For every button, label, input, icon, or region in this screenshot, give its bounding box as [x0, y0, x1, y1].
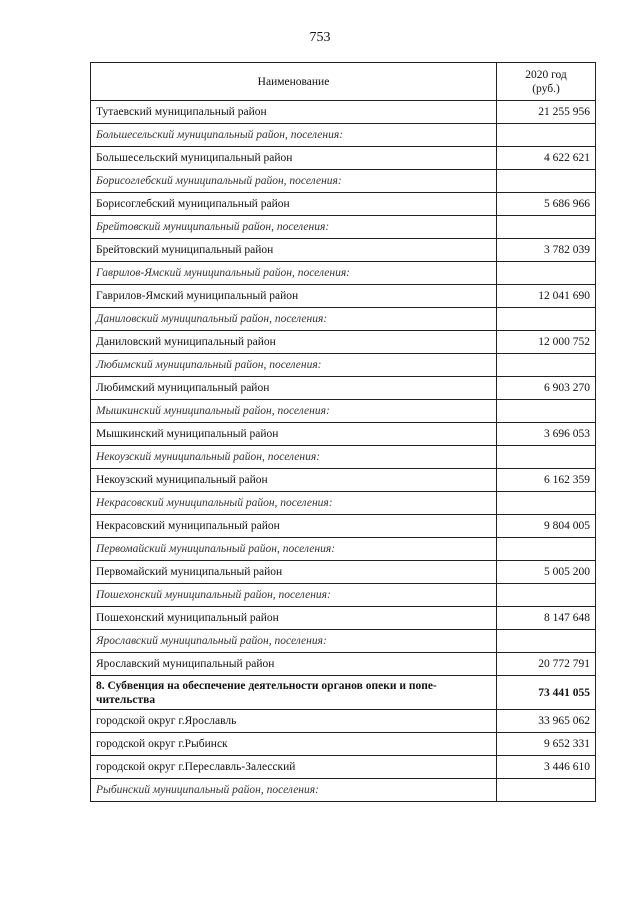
budget-table: [90, 62, 596, 802]
table-row: [91, 239, 596, 262]
row-value: 21 255 956: [497, 101, 596, 124]
row-name: городской округ г.Переславль-Залесский: [91, 756, 497, 779]
subheader-label: Рыбинский муниципальный район, поселения:: [91, 779, 497, 802]
table-row: [91, 331, 596, 354]
table-row: [91, 561, 596, 584]
row-value: [497, 170, 596, 193]
table-row: [91, 756, 596, 779]
subheader-row: [91, 170, 596, 193]
section-8-value: 73 441 055: [497, 676, 596, 710]
subheader-label: Гаврилов-Ямский муниципальный район, поселения:: [91, 262, 497, 285]
table-row: [91, 377, 596, 400]
subheader-row: [91, 446, 596, 469]
row-value: 20 772 791: [497, 653, 596, 676]
subheader-row: [91, 124, 596, 147]
row-name: Большесельский муниципальный район: [91, 147, 497, 170]
header-year-cell: [497, 63, 596, 101]
subheader-row: [91, 779, 596, 802]
page-number: 753: [309, 30, 331, 45]
table-row: [91, 607, 596, 630]
table-header-row: [91, 63, 596, 101]
row-value: [497, 262, 596, 285]
row-value: 6 162 359: [497, 469, 596, 492]
subheader-label: Пошехонский муниципальный район, поселения:: [91, 584, 497, 607]
row-value: 3 782 039: [497, 239, 596, 262]
subheader-row: [91, 492, 596, 515]
row-name: Некоузский муниципальный район: [91, 469, 497, 492]
row-value: 8 147 648: [497, 607, 596, 630]
row-value: [497, 492, 596, 515]
row-value: 4 622 621: [497, 147, 596, 170]
table-row: [91, 469, 596, 492]
row-value: [497, 584, 596, 607]
subheader-label: Некрасовский муниципальный район, поселения:: [91, 492, 497, 515]
subheader-label: Даниловский муниципальный район, поселения:: [91, 308, 497, 331]
row-name: городской округ г.Ярославль: [91, 710, 497, 733]
subheader-label: Борисоглебский муниципальный район, поселения:: [91, 170, 497, 193]
table-row: [91, 710, 596, 733]
row-name: Мышкинский муниципальный район: [91, 423, 497, 446]
row-name: Гаврилов-Ямский муниципальный район: [91, 285, 497, 308]
subheader-label: Некоузский муниципальный район, поселения:: [91, 446, 497, 469]
table-row: [91, 423, 596, 446]
header-unit: (руб.): [532, 82, 560, 95]
row-value: [497, 446, 596, 469]
row-value: [497, 308, 596, 331]
row-value: 5 005 200: [497, 561, 596, 584]
row-name: Ярославский муниципальный район: [91, 653, 497, 676]
row-value: 33 965 062: [497, 710, 596, 733]
subheader-row: [91, 216, 596, 239]
table-row: [91, 653, 596, 676]
section-8-row: [91, 676, 596, 710]
row-value: [497, 400, 596, 423]
table-row: [91, 193, 596, 216]
subheader-label: Любимский муниципальный район, поселения:: [91, 354, 497, 377]
row-value: 3 696 053: [497, 423, 596, 446]
row-value: [497, 354, 596, 377]
row-value: 6 903 270: [497, 377, 596, 400]
subheader-label: Первомайский муниципальный район, поселения:: [91, 538, 497, 561]
subheader-row: [91, 308, 596, 331]
row-name: Тутаевский муниципальный район: [91, 101, 497, 124]
header-name: Наименование: [91, 63, 497, 101]
row-value: [497, 630, 596, 653]
subheader-row: [91, 630, 596, 653]
table-row: [91, 285, 596, 308]
row-name: Любимский муниципальный район: [91, 377, 497, 400]
section-8-name: [91, 676, 497, 710]
row-value: 5 686 966: [497, 193, 596, 216]
row-value: 12 041 690: [497, 285, 596, 308]
table-row: [91, 733, 596, 756]
row-name: Пошехонский муниципальный район: [91, 607, 497, 630]
row-value: [497, 216, 596, 239]
subheader-row: [91, 538, 596, 561]
section-8-line2: чительства: [96, 693, 156, 706]
subheader-row: [91, 354, 596, 377]
row-name: Брейтовский муниципальный район: [91, 239, 497, 262]
table-body: [91, 101, 596, 802]
row-value: [497, 124, 596, 147]
row-name: Некрасовский муниципальный район: [91, 515, 497, 538]
subheader-row: [91, 262, 596, 285]
section-8-line1: 8. Субвенция на обеспечение деятельности органов опеки и попе-: [96, 679, 437, 692]
table-row: [91, 101, 596, 124]
row-name: городской округ г.Рыбинск: [91, 733, 497, 756]
subheader-label: Большесельский муниципальный район, поселения:: [91, 124, 497, 147]
subheader-label: Брейтовский муниципальный район, поселения:: [91, 216, 497, 239]
table-row: [91, 515, 596, 538]
row-name: Первомайский муниципальный район: [91, 561, 497, 584]
subheader-row: [91, 584, 596, 607]
row-value: [497, 538, 596, 561]
row-value: 3 446 610: [497, 756, 596, 779]
row-value: 9 652 331: [497, 733, 596, 756]
row-value: 9 804 005: [497, 515, 596, 538]
row-value: 12 000 752: [497, 331, 596, 354]
subheader-row: [91, 400, 596, 423]
subheader-label: Мышкинский муниципальный район, поселения:: [91, 400, 497, 423]
header-year: 2020 год: [525, 68, 567, 81]
row-name: Борисоглебский муниципальный район: [91, 193, 497, 216]
subheader-label: Ярославский муниципальный район, поселения:: [91, 630, 497, 653]
table-row: [91, 147, 596, 170]
row-name: Даниловский муниципальный район: [91, 331, 497, 354]
row-value: [497, 779, 596, 802]
